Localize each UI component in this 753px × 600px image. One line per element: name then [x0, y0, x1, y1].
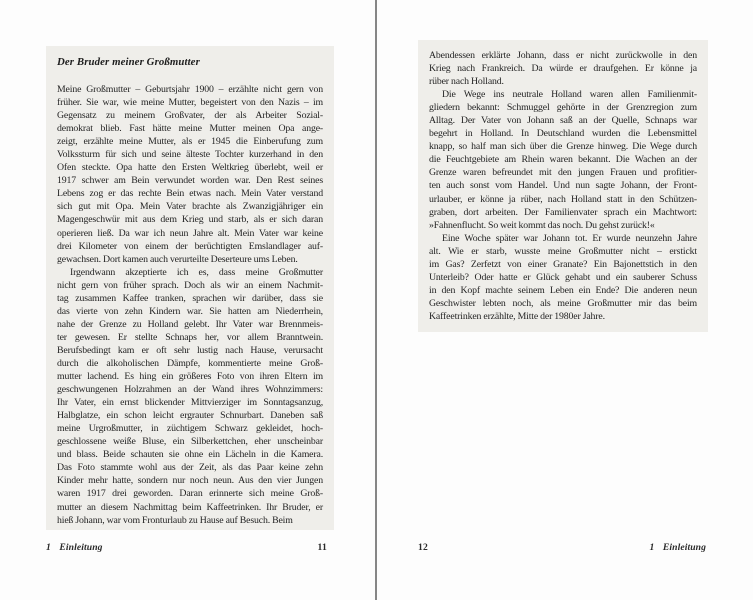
text-line: ter gewesen. Er stellte Schnaps her, vor allem Branntwein. — [57, 331, 323, 343]
text-line: graben, dort arbeiten. Der Familienvater sprach ein Machtwort: — [429, 206, 697, 218]
chapter-title: Einleitung — [59, 542, 103, 553]
left-page-paper — [46, 46, 334, 530]
text-line: Ofen steckte. Opa hatte den Ersten Weltkrieg überlebt, weil er — [57, 162, 323, 174]
text-line: Magengeschwür mit aus dem Krieg und starb, als er sich daran — [57, 214, 323, 226]
paragraph — [57, 83, 323, 266]
text-line: operieren ließ. Da war ich neun Jahre alt. Mein Vater war keine — [57, 227, 323, 239]
text-line: geschwungenen Holzrahmen an der Wand ihres Wohnzimmers: — [57, 384, 323, 396]
text-line: Kaffeetrinken erzählte, Mitte der 1980er Jahre. — [429, 310, 605, 322]
text-line: urlauber, er könne ja rüber, nach Holland statt in den Schützen- — [429, 193, 697, 205]
text-line: die Feuchtgebiete am Rhein waren bekannt. Die Wachen an der — [429, 154, 697, 166]
text-line: Lebens zog er das rechte Bein etwas nach. Mein Vater verstand — [57, 188, 323, 200]
right-page-paper — [418, 40, 708, 332]
text-line: begehrt in Holland. In Deutschland wurden die Lebensmittel — [429, 128, 697, 140]
text-line: meine Urgroßmutter, in züchtigem Schwarz gekleidet, hoch- — [57, 423, 323, 435]
text-line: demokrat blieb. Fast hätte meine Mutter meinen Opa ange- — [57, 123, 323, 135]
text-line: 1917 schwer am Bein verwundet worden war. Den Rest seines — [57, 175, 323, 187]
text-line: mutter lachend. Es hing ein größeres Foto von ihren Eltern im — [57, 371, 323, 383]
page-gutter-divider — [375, 0, 377, 600]
text-line: Die Wege ins neutrale Holland waren allen Familienmit- — [442, 89, 697, 101]
paragraph — [429, 49, 697, 88]
text-line: geschlossene weiße Bluse, ein Silberkettchen, eher unscheinbar — [57, 436, 323, 448]
text-line: Irgendwann akzeptierte ich es, dass meine Großmutter — [70, 266, 323, 278]
text-line: durch die alkoholischen Dämpfe, kommentierte meine Groß- — [57, 357, 323, 369]
text-line: drei Kilometer von einem der berüchtigten Emslandlager auf- — [57, 240, 323, 252]
text-line: alt. Wie er starb, wusste meine Großmutter nicht – erstickt — [429, 245, 697, 257]
text-line: das vierte von zehn Kindern war. Sie hatten am Niederrhein, — [57, 305, 323, 317]
text-line: »Fahnenflucht. So weit kommt das noch. Du gehst zurück!« — [429, 219, 655, 231]
text-line: Volkssturm für sich und seine älteste Tochter kurzerhand in den — [57, 149, 323, 161]
text-line: Halbglatze, ein schon leicht ergrauter Schnurbart. Daneben saß — [57, 410, 323, 422]
running-footer-chapter — [649, 542, 706, 553]
text-line: Das Foto stammte wohl aus der Zeit, als das Paar keine zehn — [57, 462, 323, 474]
text-line: Krieg nach Frankreich. Da würde er draufgehen. Er könne ja — [429, 63, 697, 75]
text-line: zeigt, erzählte meine Mutter, als er 1945 die Einberufung zum — [57, 136, 323, 148]
text-line: gewachsen. Dort kamen auch verurteilte Deserteure ums Leben. — [57, 253, 298, 265]
text-line: Gegensatz zu meinem Großvater, der als Arbeiter Sozial- — [57, 110, 323, 122]
text-line: mutter an diesem Nachmittag beim Kaffeetrinken. Ihr Bruder, er — [57, 501, 323, 513]
text-line: Unterleib? Oder hatte er Glück gehabt und ein sauberer Schuss — [429, 271, 697, 283]
text-line: tag zusammen Kaffee tranken, sprachen wir darüber, dass sie — [57, 292, 323, 304]
text-line: hieß Johann, war vom Fronturlaub zu Hause auf Besuch. Beim — [57, 514, 293, 526]
running-footer-chapter — [46, 542, 103, 553]
text-line: Kinder mehr hatte, sondern nur noch neun. Aus den vier Jungen — [57, 475, 323, 487]
left-page-body-text — [57, 83, 323, 527]
text-line: Alltag. Der Vater von Johann saß an der Quelle, Schnaps war — [429, 115, 697, 127]
text-line: Grenze waren befreundet mit den jungen Frauen und profitier- — [429, 167, 697, 179]
section-heading: Der Bruder meiner Großmutter — [57, 56, 200, 68]
text-line: im Gas? Zerfetzt von einer Granate? Ein Bajonettstich in den — [429, 258, 697, 270]
right-page-body-text — [429, 49, 697, 323]
right-page-footer — [418, 542, 706, 553]
text-line: sich gut mit Opa. Mein Vater brachte als Zwanzigjähriger ein — [57, 201, 323, 213]
text-line: früher. Sie war, wie meine Mutter, begeistert von den Nazis – im — [57, 97, 323, 109]
text-line: nicht gern von früher sprach. Doch als wir an einem Nachmit- — [57, 279, 323, 291]
left-page-footer — [46, 542, 327, 553]
paragraph — [429, 88, 697, 232]
text-line: in den Kopf machte seinem Leben ein Ende? Die anderen neun — [429, 284, 697, 296]
text-line: nahe der Grenze zu Holland gelebt. Ihr Vater war Brennmeis- — [57, 318, 323, 330]
page-number: 12 — [418, 542, 428, 553]
text-line: gliedern bekannt: Schmuggel gehörte in der Grenzregion zum — [429, 102, 697, 114]
text-line: Meine Großmutter – Geburtsjahr 1900 – erzählte nicht gern von — [57, 84, 323, 95]
text-line: Eine Woche später war Johann tot. Er wurde neunzehn Jahre — [442, 232, 697, 244]
text-line: Abendessen erklärte Johann, dass er nicht zurückwolle in den — [429, 50, 697, 61]
text-line: ten auch sonst vom Handel. Und nun sagte Johann, der Front- — [429, 180, 697, 192]
text-line: und blass. Beide schauten sie ohne ein Lächeln in die Kamera. — [57, 449, 323, 461]
chapter-number: 1 — [649, 542, 655, 553]
text-line: knapp, so half man sich über die Grenze hinweg. Die Wege durch — [429, 141, 697, 153]
chapter-title: Einleitung — [662, 542, 706, 553]
paragraph — [57, 266, 323, 527]
text-line: rüber nach Holland. — [429, 76, 504, 88]
text-line: waren 1917 drei geworden. Daran erinnerte sich meine Groß- — [57, 488, 323, 500]
text-line: Ihr Vater, ein ernst blickender Mittvierziger im Sonntagsanzug, — [57, 397, 323, 409]
page-number: 11 — [317, 542, 327, 553]
text-line: Berufsbedingt kam er oft sehr lustig nach Hause, verursacht — [57, 344, 323, 356]
text-line: Geschwister lebten noch, als meine Großmutter mir das beim — [429, 297, 697, 309]
chapter-number: 1 — [46, 542, 51, 553]
paragraph — [429, 232, 697, 323]
